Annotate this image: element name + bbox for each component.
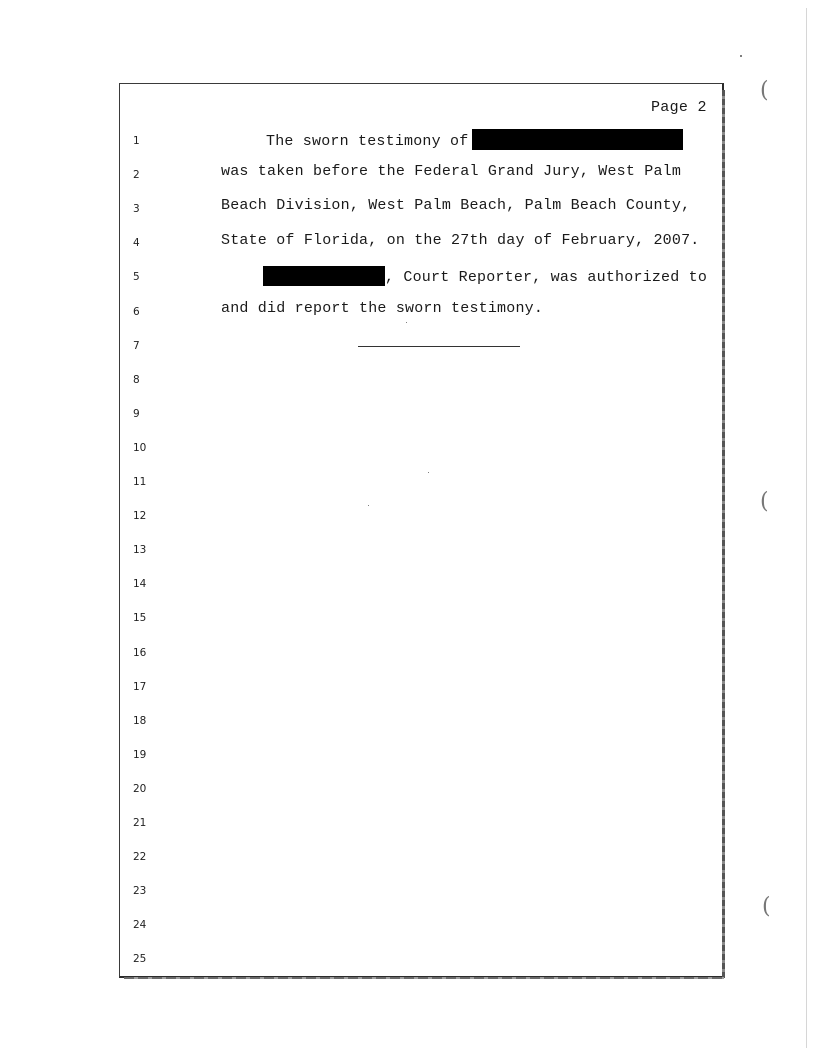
line-number: 18 <box>133 714 147 727</box>
line-number: 11 <box>133 476 147 488</box>
scan-speck <box>428 472 429 473</box>
binder-hole-mark-middle: ( <box>760 489 769 514</box>
line-number: 8 <box>133 373 140 386</box>
line-number: 5 <box>133 271 140 284</box>
line-number: 4 <box>133 237 140 250</box>
line-number: 25 <box>133 953 147 966</box>
line-number: 1 <box>133 135 140 147</box>
line-number: 23 <box>133 885 147 898</box>
line-number: 22 <box>133 851 147 864</box>
transcript-line-6: and did report the sworn testimony. <box>221 300 544 317</box>
binder-hole-mark-bottom: ( <box>762 894 771 919</box>
redaction-block-reporter-name <box>263 266 385 286</box>
transcript-line-4: State of Florida, on the 27th day of February, 2007. <box>221 232 700 249</box>
scan-speck <box>368 505 369 506</box>
transcript-page-frame <box>119 83 724 978</box>
line-number: 14 <box>133 578 147 591</box>
line-number: 20 <box>133 782 147 795</box>
transcript-line-2: was taken before the Federal Grand Jury, West Palm <box>221 163 682 180</box>
scan-edge-line <box>806 8 807 1048</box>
line-number: 3 <box>133 203 140 216</box>
page-number-label: Page 2 <box>651 99 707 116</box>
line-number: 16 <box>133 646 147 659</box>
line-number: 2 <box>133 169 140 182</box>
closing-rule-line <box>358 346 520 347</box>
line-number: 21 <box>133 817 147 829</box>
line-number: 6 <box>133 305 140 318</box>
line-number: 24 <box>133 919 147 932</box>
line-number: 13 <box>133 544 147 557</box>
scan-speck <box>740 55 742 57</box>
redaction-block-witness-name <box>472 129 683 150</box>
line-number: 10 <box>133 441 147 454</box>
line-number: 19 <box>133 748 147 761</box>
frame-shadow-bottom <box>124 977 724 979</box>
line-number: 12 <box>133 510 147 523</box>
transcript-line-1 <box>266 129 683 150</box>
line-number: 7 <box>133 339 140 352</box>
frame-shadow-right <box>722 90 725 978</box>
transcript-line-3: Beach Division, West Palm Beach, Palm Beach County, <box>221 197 691 214</box>
line-number: 15 <box>133 612 147 625</box>
line-1-text: The sworn testimony of <box>266 133 469 150</box>
line-number: 17 <box>133 680 147 693</box>
scan-speck <box>406 322 407 323</box>
binder-hole-mark-top: ( <box>760 78 769 103</box>
line-number: 9 <box>133 407 140 420</box>
transcript-line-5 <box>263 266 707 286</box>
line-5-text: , Court Reporter, was authorized to <box>385 269 708 286</box>
